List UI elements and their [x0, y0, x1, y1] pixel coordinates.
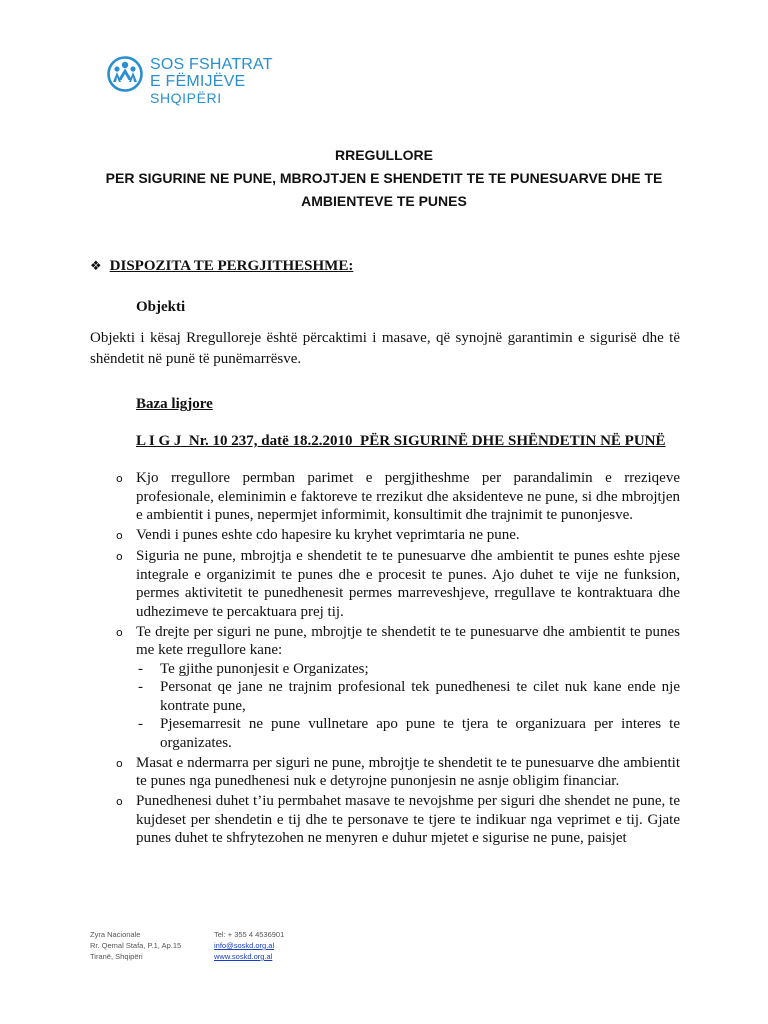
- list-item-body: [136, 623, 680, 753]
- list-item-text: Kjo rregullore permban parimet e pergjitheshme per parandalimin e rreziqeve profesionale, eleminimin e faktoreve te rrezikut dhe aksidenteve ne pune, si dhe mbrojtjen e ambientit i punes, nepermjet informimit, konsultimit dhe trajnimit te punonjesve.: [136, 470, 680, 523]
- list-bullet: o: [116, 625, 123, 639]
- list-item: [90, 623, 680, 753]
- sublist-item: [136, 660, 680, 679]
- baza-ligjore-heading: Baza ligjore: [136, 396, 213, 412]
- footer-office: Zyra Nacionale: [90, 930, 141, 939]
- title-line-3: AMBIENTEVE TE PUNES: [301, 193, 467, 209]
- objekti-paragraph: Objekti i kësaj Rregulloreje është përcaktimi i masave, që synojnë garantimin e sigurisë dhe të shëndetit në punë të punëmarrësve.: [90, 330, 680, 367]
- list-item-text: Vendi i punes eshte cdo hapesire ku kryhet veprimtaria ne pune.: [136, 527, 520, 543]
- list-bullet: o: [116, 550, 123, 563]
- dash-bullet: -: [138, 716, 143, 732]
- footer-street: Rr. Qemal Stafa, P.1, Ap.15: [90, 941, 182, 950]
- list-bullet: o: [116, 529, 123, 542]
- logo-wordmark: [150, 56, 273, 107]
- list-item-text: Masat e ndermarra per siguri ne pune, mbrojtje te shendetit te te punesuarve dhe ambientit te punes nga punedhenesi nuk e detyrojne punonjesin ne asnje obligim financiar.: [136, 754, 680, 789]
- list-bullet: o: [116, 472, 123, 485]
- sublist-item: [136, 715, 680, 752]
- logo-line-1: SOS FSHATRAT: [150, 56, 273, 73]
- list-item-text: Te drejte per siguri ne pune, mbrojtje te shendetit te te punesuarve dhe ambientit te punes me kete rregullore kane:: [136, 623, 680, 658]
- sublist-item-text: Personat qe jane ne trajnim profesional tek punedhenesi te cilet nuk kane ende nje kontrate pune,: [160, 679, 680, 714]
- section-heading-text: DISPOZITA TE PERGJITHESHME:: [109, 258, 354, 274]
- footer-city: Tiranë, Shqipëri: [90, 952, 143, 961]
- sublist-item-text: Pjesemarresit ne pune vullnetare apo pune te tjera te organizuara per interes te organizates.: [160, 716, 680, 751]
- sublist-item: [136, 678, 680, 715]
- footer-email-link[interactable]: info@soskd.org.al: [214, 941, 275, 950]
- logo-line-2: E FËMIJËVE: [150, 73, 246, 90]
- footer-tel: Tel: + 355 4 4536901: [214, 930, 285, 939]
- provisions-list: [90, 469, 680, 849]
- dash-bullet: -: [138, 660, 143, 677]
- section-heading: [90, 258, 353, 275]
- list-item-text: Siguria ne pune, mbrojtja e shendetit te te punesuarve dhe ambientit te punes eshte pjese integrale e organizimit te punes dhe e procesit te punes. Ajo duhet te vije ne funksion, permes aktivitetit te punedhenesit permes marreveshjeve, rregullave te kontraktuara dhe udhezimeve te percaktuara prej tij.: [136, 548, 680, 620]
- law-heading: L I G J Nr. 10 237, datë 18.2.2010 PËR SIGURINË DHE SHËNDETIN NË PUNË: [136, 433, 666, 449]
- list-bullet: o: [116, 756, 123, 770]
- footer-contact: [214, 929, 284, 962]
- sublist-item-text: Te gjithe punonjesit e Organizates;: [160, 660, 369, 677]
- title-line-1: RREGULLORE: [335, 147, 433, 163]
- objekti-heading: Objekti: [136, 299, 186, 315]
- footer-address: [90, 929, 181, 962]
- list-item: [90, 792, 680, 848]
- dash-bullet: -: [138, 679, 143, 695]
- title-line-2: PER SIGURINE NE PUNE, MBROJTJEN E SHENDETIT TE TE PUNESUARVE DHE TE: [105, 170, 663, 186]
- list-bullet: o: [116, 795, 123, 808]
- list-item: [90, 526, 680, 546]
- document-title: [90, 144, 678, 213]
- sos-children-logo-icon: [104, 56, 146, 92]
- list-item: [90, 469, 680, 525]
- footer-web-link[interactable]: www.soskd.org.al: [214, 952, 273, 961]
- list-item-text: Punedhenesi duhet t’iu permbahet masave te nevojshme per siguri dhe shendet ne pune, te kujdeset per shendetin e tij dhe te personave te tjere te indikuar nga veprimet e tij. Gjate punes duhet te shfrytezohen ne menyren e duhur mjetet e sigurise ne pune, paisjet: [136, 793, 680, 846]
- organization-logo: [104, 56, 273, 107]
- list-item: [90, 547, 680, 621]
- list-item: [90, 754, 680, 791]
- logo-line-3: SHQIPËRI: [150, 90, 222, 106]
- diamond-bullet-icon: ❖: [90, 259, 102, 274]
